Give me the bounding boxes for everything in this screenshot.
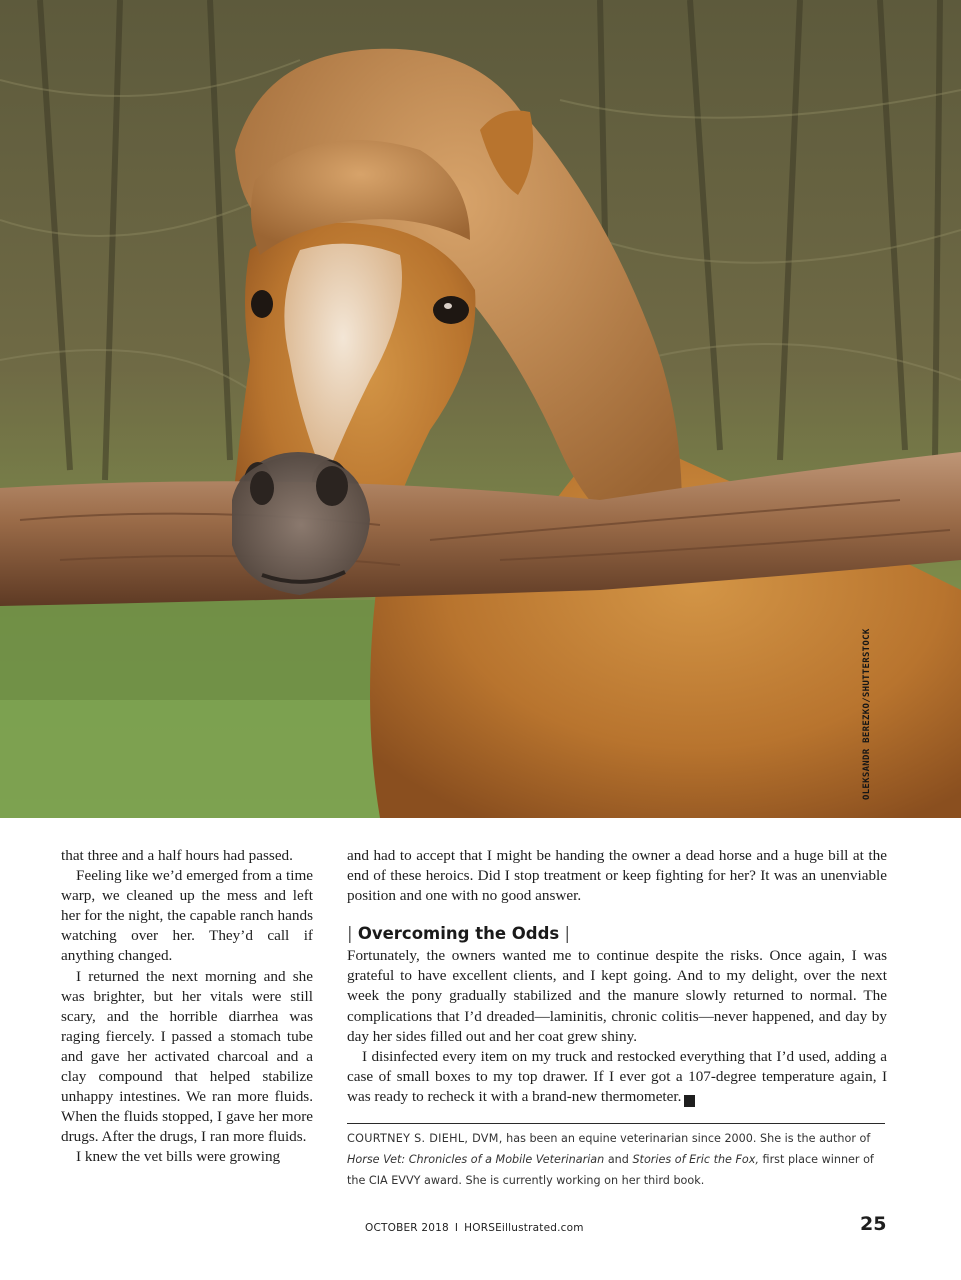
bio-conjunction: and <box>607 1153 629 1166</box>
end-mark-icon: HI <box>684 1095 695 1107</box>
bio-divider <box>347 1123 885 1124</box>
site-url[interactable]: HORSEillustrated.com <box>464 1222 584 1234</box>
bio-text: has been an equine veterinarian since 2000. She is the author of <box>506 1132 871 1145</box>
subhead-text: Overcoming the Odds <box>357 924 560 944</box>
closing-paragraph-text: I disinfected every item on my truck and restocked everything that I’d used, adding a case of small boxes to my top drawer. If I ever got a 107-degree temperature again, I was ready to recheck it with a brand-new thermometer. <box>347 1047 887 1105</box>
author-bio <box>347 1128 887 1191</box>
section-subhead: | Overcoming the Odds | <box>347 924 571 944</box>
page-footer <box>365 1222 584 1234</box>
paragraph: that three and a half hours had passed. <box>61 847 293 864</box>
paragraph: Fortunately, the owners wanted me to continue despite the risks. Once again, I was grateful to have excellent clients, and I kept going. And to my delight, over the next week the pony gradually stabilized and the manure slowly returned to normal. The complications that I’d dreaded—laminitis, chronic colitis—never happened, and day by day her sides filled out and her coat grew shiny. <box>347 947 887 1045</box>
issue-date: OCTOBER 2018 <box>365 1222 449 1234</box>
photo-credit: OLEKSANDR BEREZKO/SHUTTERSTOCK <box>862 628 872 800</box>
paragraph: I knew the vet bills were growing <box>76 1148 281 1166</box>
article-column-2 <box>347 846 887 1107</box>
paragraph: I returned the next morning and she was brighter, but her vitals were still scary, and the horrible diarrhea was raging fiercely. I passed a stomach tube and gave her activated charcoal and a clay compound that helped stabilize unhappy intestines. We ran more fluids. When the fluids stopped, I gave her more drugs. After the drugs, I ran more fluids. <box>61 967 313 1146</box>
paragraph: Feeling like we’d emerged from a time warp, we cleaned up the mess and left her for the night, the capable ranch hands watching over her. They’d call if anything changed. <box>61 867 313 965</box>
book-title-2: Stories of Eric the Fox, <box>632 1153 759 1166</box>
author-name: COURTNEY S. DIEHL, DVM, <box>347 1132 503 1145</box>
paragraph <box>347 1047 887 1107</box>
bio-text-2: first place winner of the CIA EVVY award. She is currently working on her third book. <box>347 1153 874 1187</box>
book-title-1: Horse Vet: Chronicles of a Mobile Veterinarian <box>347 1153 605 1166</box>
footer-separator: I <box>454 1222 459 1234</box>
paragraph: and had to accept that I might be handing the owner a dead horse and a huge bill at the end of these heroics. Did I stop treatment or keep fighting for her? It was an unenviable position and one with no good answer. <box>347 847 887 905</box>
page-number: 25 <box>860 1213 887 1235</box>
article-column-1 <box>61 846 313 1168</box>
